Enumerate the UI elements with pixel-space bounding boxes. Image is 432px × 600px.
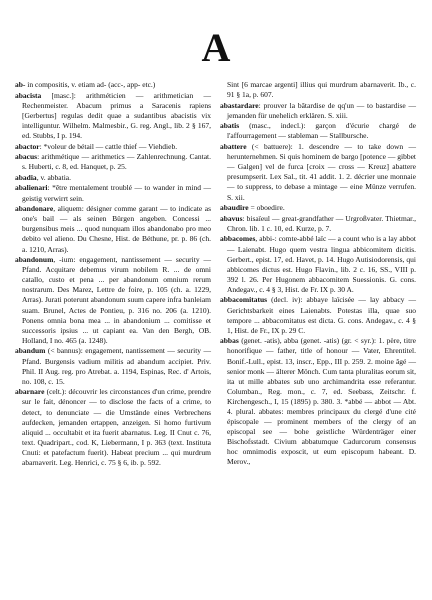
headword: abandonare: [15, 204, 54, 214]
entry-body: , -ium: engagement, nantissement — security — Pfand. Acquitare debemus virum nobilem R. ... de omni catallo, custo et pena ... per abandonum omnium rerum nostrarum. Des Marez, Lettre de foire, p. 105 (ch. a. 1229, Arras). Jurati poterunt abandonum suum capere infra banleiam suam. Brunel, Actes de Pontieu, p. 316 no. 206 (a. 1210). Ponens omnia bona mea ... in abandonium ... comitisse et successoris ipsius ... ut capiant ea. Van den Bergh, OB. Holland, I no. 465 (a. 1248).: [22, 255, 211, 345]
dictionary-entry: [15, 255, 211, 346]
dictionary-entry: [15, 346, 211, 386]
entry-body: Sint [6 marcae argenti] illius qui murdrum abarnaverit. Ib., c. 91 § 1a, p. 607.: [227, 80, 416, 100]
entry-body: [masc.]: arithméticien — arithmetician — Rechenmeister. Abacum primus a Saracenis rapiens [Gerbertus] regulas dedit quae a sudantibus abacistis vix intelliguntur. Wilhelm. Malmesbir., G. reg. Angl., lib. 2 § 167, ed. Stubbs, I p. 194.: [22, 90, 211, 140]
entry-body: (masc., indecl.): garçon d'écurie chargé de l'affourragement — stableman — Stallbursche.: [227, 121, 416, 141]
headword: abastardare: [220, 100, 259, 110]
headword: abbacomitatus: [220, 295, 268, 305]
dictionary-entry: [15, 152, 211, 172]
entry-body: (genet. -atis), abba (genet. -atis) (gr. < syr.): 1. père, titre honorifique — father, title of honour — Vater, Ehrentitel. Bonif.-Lull., epist. 13, inscr., Epp., III p. 259. 2. moine âgé — senior monk — älterer Mönch. Cum tanta pluralitas eorum sit, ita ut mille abbates sub uno archimandrita esse referantur. Columban., Reg. mon., c. 7, ed. Seebass, Zeitschr. f. Kirchengesch., I, 15 (1895) p. 380. 3. *abbé — abbot — Abt. 4. plural. abbates: membres principaux du clergé d'une cité épiscopale — prominent members of the clergy of an episcopal see — bohe geistliche Würdenträger einer Bischofsstadt. Civium abbatumque Cadurcorum consensus hoc omnimodis exposcit, ut eum episcopum habeant. D. Merov.,: [227, 336, 416, 467]
entry-body: : prouver la bâtardise de qq'un — to bastardise — jemanden für unehelich erklären. S. xiii.: [227, 100, 416, 120]
entry-body: , abbi-: comte-abbé laïc — a count who is a lay abbot — Laienabt. Hugo quem vestra lingua abbicomitem dicitis. Gerbert., epist. 17, ed. Havet, p. 14. Hugo Autisiodorensis, qui abbicomes dictus est. Hugo Flavin., lib. 2 c. 16, SS., VIII p. 392 l. 26. Per Hugonem abbacomitem Suessionis. G. cons. Andegav., c. 4 § 3, Hist. de Fr. IX p. 30 A.: [227, 234, 416, 294]
dictionary-entry: [220, 101, 416, 121]
entry-body: (< battuere): 1. descendre — to take down — herunternehmen. Si quis hominem de bargo [potence — gibbet — Galgen] vel de furca [croix — cross — Kreuz] abattere presumpserit. Lex Sal., tit. 41 addit. 1. 2. décrier une monnaie — to suppress, to debase a mintage — eine Münze verrufen. S. xii.: [227, 142, 416, 202]
entry-body: (celt.): découvrir les circonstances d'un crime, prendre sur le fait, dénoncer — to disclose the facts of a crime, to detect, to denunciate — die Umstände eines Verbrechens aufdecken, jemanden ertappen, anzeigen. Si homo furtivum aliquid ... occultabit et ita fuerit abarnatus. Leg. II Cnut c. 76, text. Quadripart., cod. K, Liebermann, I p. 363 (text. Instituta Cnuti: et patefactum fuerit). Habeat precium ... qui murdrum abarnaverit. Leg. Henrici, c. 75 § 6, ib. p. 592.: [22, 387, 211, 467]
dictionary-entry: [220, 234, 416, 295]
headword: abattere: [220, 142, 247, 152]
dictionary-entry: [15, 91, 211, 141]
dictionary-entry: [15, 80, 211, 90]
entry-body: (decl. iv): abbaye laïcisée — lay abbacy — Gerichtsbarkeit eines Laienabts. Potestas illa, quae suo tempore ... abbacomitatus est dicta. G. cons. Andegav., c. 4 § 1, Hist. de Fr., IX p. 29 C.: [227, 295, 416, 335]
headword: abacista: [15, 90, 42, 100]
dictionary-entry-continued: [220, 80, 416, 100]
dictionary-entry: [220, 214, 416, 234]
entry-body: , v. abbatia.: [36, 172, 71, 182]
dictionary-entry: [15, 142, 211, 152]
entry-body: : bisaïeul — great-grandfather — Urgroßvater. Thietmar., Chron. lib. 1 c. 10, ed. Kurze, p. 7.: [227, 213, 416, 233]
dictionary-entry: [15, 204, 211, 254]
entry-body: in compositis, v. etiam ad- (acc-, app- etc.): [25, 80, 156, 89]
entry-body: : arithmétique — arithmetics — Zahlenrechnung. Cantat. s. Huberti, c. 8, ed. Hanquet, p. 25.: [22, 152, 211, 172]
section-letter: A: [201, 25, 231, 70]
headword: abatis: [220, 121, 240, 131]
headword: abacus: [15, 152, 38, 162]
dictionary-entry: [15, 173, 211, 183]
headword: abandum: [15, 346, 46, 356]
dictionary-entry: [220, 203, 416, 213]
headword: abactor: [15, 141, 40, 151]
dictionary-entry: [15, 387, 211, 468]
right-column: [220, 80, 416, 468]
dictionary-entry: [220, 295, 416, 335]
dictionary-entry: [220, 142, 416, 203]
dictionary-entry: [15, 183, 211, 203]
entry-body: : *être mentalement troublé — to wander in mind — geistig verwirrt sein.: [22, 183, 211, 203]
headword: abbacomes: [220, 234, 256, 244]
entry-body: , aliquem: désigner comme garant — to indicate as one's bail — als seinen Bürgen angeben. Concessi ... burgensibus meis ... quod nunquam illos abandonabo pro meo debito vel alieno. Du Chesne, Hist. de Béthune, pr. p. 86 (ch. a. 1210, Arras).: [22, 204, 211, 254]
headword: abandonum: [15, 255, 54, 265]
left-column: [15, 80, 211, 469]
headword: ab-: [15, 80, 26, 89]
dictionary-entry: [220, 336, 416, 467]
headword: abavus: [220, 213, 243, 223]
dictionary-entry: [220, 121, 416, 141]
headword: abaudire: [220, 203, 249, 213]
headword: abadia: [15, 172, 37, 182]
entry-body: = oboedire.: [248, 203, 285, 213]
headword: abarnare: [15, 387, 45, 397]
headword: abbas: [220, 336, 239, 346]
headword: abalienari: [15, 183, 48, 193]
entry-body: (< bannus): engagement, nantissement — security — Pfand. Burgensis vadium militis ad abandum accipiet. Priv. Phil. II Aug. reg. pro Atrebat. a. 1194, Espinas, Rec. d' Artois, no. 108, c. 15.: [22, 346, 211, 386]
entry-body: : *voleur de bétail — cattle thief — Viehdieb.: [39, 141, 178, 151]
